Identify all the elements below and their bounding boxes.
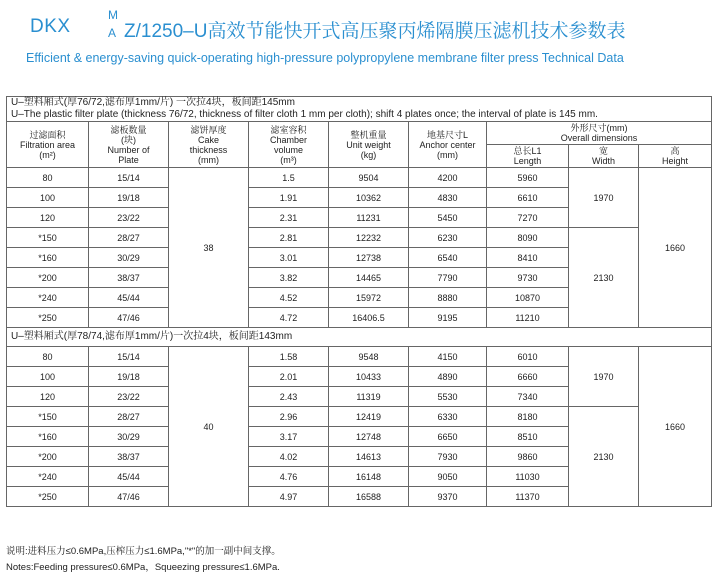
header-weight: 整机重量 Unit weight (kg) (329, 122, 409, 168)
cell-volume: 4.97 (249, 487, 329, 507)
cell-weight: 10362 (329, 188, 409, 208)
cell-volume: 4.02 (249, 447, 329, 467)
cell-weight: 14613 (329, 447, 409, 467)
cell-area: *200 (7, 268, 89, 288)
cell-length: 5960 (487, 168, 569, 188)
cell-plates: 38/37 (89, 268, 169, 288)
cell-width: 2130 (569, 228, 639, 328)
cell-area: 100 (7, 188, 89, 208)
cell-anchor: 6230 (409, 228, 487, 248)
note-en: Notes:Feeding pressure≤0.6MPa，Squeezing pressure≤1.6MPa. (6, 562, 280, 573)
cell-area: 80 (7, 168, 89, 188)
cell-weight: 16148 (329, 467, 409, 487)
header-cake: 滤饼厚度 Cake thickness (mm) (169, 122, 249, 168)
cell-volume: 4.76 (249, 467, 329, 487)
header-width: 宽 Width (569, 145, 639, 168)
document-title (0, 8, 717, 42)
cell-area: *250 (7, 308, 89, 328)
cell-anchor: 4890 (409, 367, 487, 387)
cell-area: 120 (7, 208, 89, 228)
cell-length: 6610 (487, 188, 569, 208)
cell-length: 7340 (487, 387, 569, 407)
cell-plates: 15/14 (89, 168, 169, 188)
cell-length: 8180 (487, 407, 569, 427)
cell-volume: 1.58 (249, 347, 329, 367)
cell-plates: 45/44 (89, 467, 169, 487)
cell-anchor: 9370 (409, 487, 487, 507)
cell-plates: 38/37 (89, 447, 169, 467)
title-rest: Z/1250–U高效节能快开式高压聚丙烯隔膜压滤机技术参数表 (124, 21, 626, 42)
cell-area: *150 (7, 407, 89, 427)
cell-volume: 4.52 (249, 288, 329, 308)
cell-weight: 9548 (329, 347, 409, 367)
cell-plates: 47/46 (89, 487, 169, 507)
cell-height: 1660 (639, 168, 712, 328)
cell-volume: 3.82 (249, 268, 329, 288)
cell-width: 1970 (569, 347, 639, 407)
title-superscript: M (108, 8, 118, 22)
note-cn: 说明:进料压力≤0.6MPa,压榨压力≤1.6MPa,"*"的加一副中间支撑。 (6, 546, 281, 557)
cell-plates: 19/18 (89, 188, 169, 208)
cell-volume: 3.17 (249, 427, 329, 447)
cell-plates: 19/18 (89, 367, 169, 387)
cell-length: 8090 (487, 228, 569, 248)
cell-anchor: 6330 (409, 407, 487, 427)
cell-plates: 45/44 (89, 288, 169, 308)
cell-anchor: 5530 (409, 387, 487, 407)
cell-length: 11210 (487, 308, 569, 328)
cell-width: 1970 (569, 168, 639, 228)
cell-cake: 40 (169, 347, 249, 507)
cell-volume: 2.96 (249, 407, 329, 427)
cell-weight: 12419 (329, 407, 409, 427)
cell-plates: 30/29 (89, 427, 169, 447)
header-length: 总长L1 Length (487, 145, 569, 168)
section2-caption: U–塑料厢式(厚78/74,滤布厚1mm/片)一次拉4块，板间距143mm (7, 328, 712, 347)
cell-area: *250 (7, 487, 89, 507)
cell-length: 9730 (487, 268, 569, 288)
cell-anchor: 5450 (409, 208, 487, 228)
title-subscript: A (108, 26, 117, 40)
cell-weight: 11319 (329, 387, 409, 407)
cell-anchor: 9050 (409, 467, 487, 487)
cell-volume: 2.81 (249, 228, 329, 248)
cell-weight: 12738 (329, 248, 409, 268)
cell-weight: 12232 (329, 228, 409, 248)
header-overall: 外形尺寸(mm) Overall dimensions (487, 122, 712, 145)
title-prefix: DKX (30, 16, 71, 37)
cell-anchor: 4150 (409, 347, 487, 367)
cell-width: 2130 (569, 407, 639, 507)
cell-anchor: 4200 (409, 168, 487, 188)
table-row (7, 228, 712, 248)
cell-volume: 4.72 (249, 308, 329, 328)
cell-area: 100 (7, 367, 89, 387)
header-area: 过滤面积 Filtration area (m²) (7, 122, 89, 168)
cell-length: 8510 (487, 427, 569, 447)
cell-anchor: 4830 (409, 188, 487, 208)
cell-length: 7270 (487, 208, 569, 228)
cell-anchor: 9195 (409, 308, 487, 328)
cell-area: 120 (7, 387, 89, 407)
cell-volume: 2.31 (249, 208, 329, 228)
cell-area: *160 (7, 248, 89, 268)
section1-caption-en: U–The plastic filter plate (thickness 76/72, thickness of filter cloth 1 mm per cloth); shift 4 plates once; the interval of plate is 145 mm. (11, 109, 598, 120)
cell-weight: 14465 (329, 268, 409, 288)
cell-length: 6660 (487, 367, 569, 387)
table-row (7, 347, 712, 367)
header-plates: 滤板数量 (块) Number of Plate (89, 122, 169, 168)
table-row (7, 407, 712, 427)
cell-plates: 15/14 (89, 347, 169, 367)
cell-area: *240 (7, 467, 89, 487)
cell-length: 9860 (487, 447, 569, 467)
cell-volume: 2.43 (249, 387, 329, 407)
cell-weight: 16406.5 (329, 308, 409, 328)
technical-data-table (6, 96, 712, 507)
cell-plates: 28/27 (89, 407, 169, 427)
header-volume: 滤室容积 Chamber volume (m³) (249, 122, 329, 168)
cell-volume: 1.91 (249, 188, 329, 208)
cell-weight: 11231 (329, 208, 409, 228)
header-height: 高 Height (639, 145, 712, 168)
cell-length: 6010 (487, 347, 569, 367)
cell-weight: 16588 (329, 487, 409, 507)
cell-weight: 12748 (329, 427, 409, 447)
cell-weight: 10433 (329, 367, 409, 387)
cell-length: 11030 (487, 467, 569, 487)
cell-anchor: 7930 (409, 447, 487, 467)
cell-area: 80 (7, 347, 89, 367)
cell-weight: 15972 (329, 288, 409, 308)
cell-area: *200 (7, 447, 89, 467)
cell-cake: 38 (169, 168, 249, 328)
cell-plates: 23/22 (89, 387, 169, 407)
cell-plates: 23/22 (89, 208, 169, 228)
cell-plates: 28/27 (89, 228, 169, 248)
cell-height: 1660 (639, 347, 712, 507)
cell-plates: 47/46 (89, 308, 169, 328)
table-row (7, 168, 712, 188)
cell-volume: 3.01 (249, 248, 329, 268)
document-subtitle: Efficient & energy-saving quick-operating high-pressure polypropylene membrane filter press Technical Data (26, 51, 624, 65)
cell-area: *160 (7, 427, 89, 447)
cell-anchor: 7790 (409, 268, 487, 288)
section1-caption (7, 97, 712, 122)
cell-anchor: 6540 (409, 248, 487, 268)
cell-length: 10870 (487, 288, 569, 308)
cell-length: 11370 (487, 487, 569, 507)
cell-anchor: 8880 (409, 288, 487, 308)
cell-volume: 2.01 (249, 367, 329, 387)
cell-plates: 30/29 (89, 248, 169, 268)
cell-anchor: 6650 (409, 427, 487, 447)
cell-length: 8410 (487, 248, 569, 268)
cell-weight: 9504 (329, 168, 409, 188)
cell-area: *150 (7, 228, 89, 248)
header-anchor: 地基尺寸L Anchor center (mm) (409, 122, 487, 168)
cell-volume: 1.5 (249, 168, 329, 188)
cell-area: *240 (7, 288, 89, 308)
section1-caption-cn: U–塑料厢式(厚76/72,滤布厚1mm/片) 一次拉4块，板间距145mm (11, 97, 295, 108)
